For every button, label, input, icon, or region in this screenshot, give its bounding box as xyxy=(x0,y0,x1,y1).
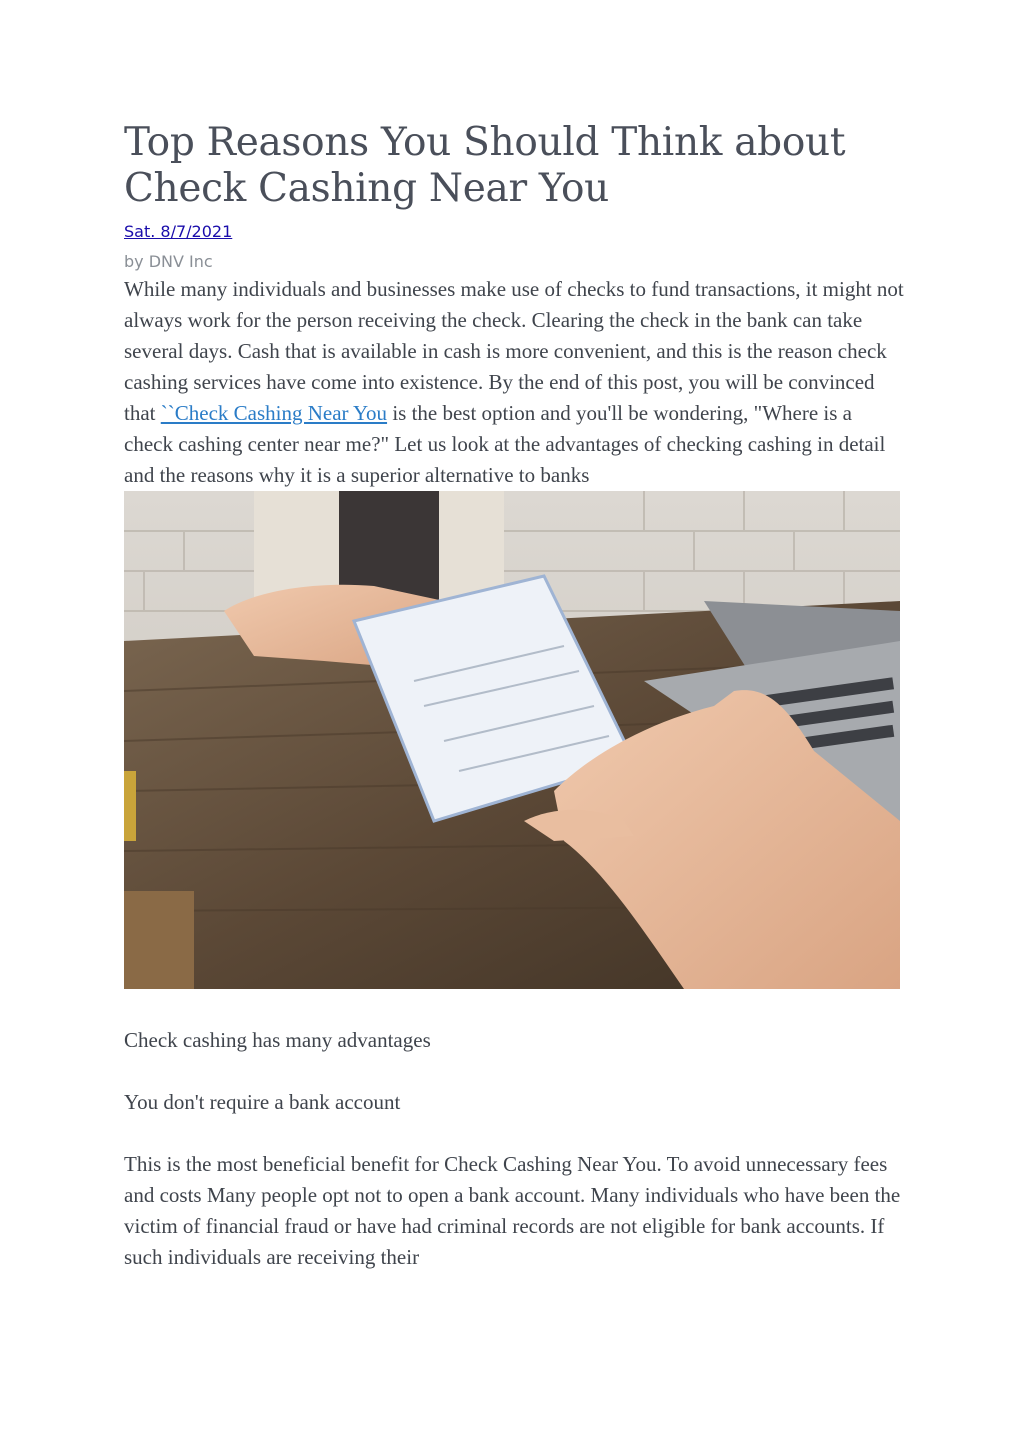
paragraph-benefit: This is the most beneficial benefit for Check Cashing Near You. To avoid unnecessary fees and costs Many people opt not to open a bank account. Many individuals who have been the victim of financial fraud or have had criminal records are not eligible for bank accounts. If such individuals are receiving their xyxy=(124,1152,901,1269)
article xyxy=(124,120,904,1273)
article-photo xyxy=(124,491,900,989)
article-title-line-2: Check Cashing Near You xyxy=(124,166,609,211)
article-title-line-1: Top Reasons You Should Think about xyxy=(124,120,846,165)
check-cashing-near-you-link[interactable]: ``Check Cashing Near You xyxy=(160,401,388,425)
article-date-link[interactable]: Sat. 8/7/2021 xyxy=(124,222,233,241)
intro-text-after-link: is the best option and you'll be wondering, "Where is a check cashing center near me?" Let us look at the advantages of checking cashing in detail and the reasons why it is a superior alternative to banks xyxy=(124,401,886,487)
paragraph-no-bank-account: You don't require a bank account xyxy=(124,1090,401,1114)
intro-text-before-link: While many individuals and businesses make use of checks to fund transactions, it might not always work for the person receiving the check. Clearing the check in the bank can take several days. Cash that is available in cash is more convenient, and this is the reason check cashing services have come into existence. By the end of this post, you will be convinced that xyxy=(124,277,904,425)
paragraph-advantages: Check cashing has many advantages xyxy=(124,1028,431,1052)
article-byline: by DNV Inc xyxy=(124,252,213,271)
intro-paragraph xyxy=(124,274,904,491)
article-title xyxy=(124,120,904,212)
